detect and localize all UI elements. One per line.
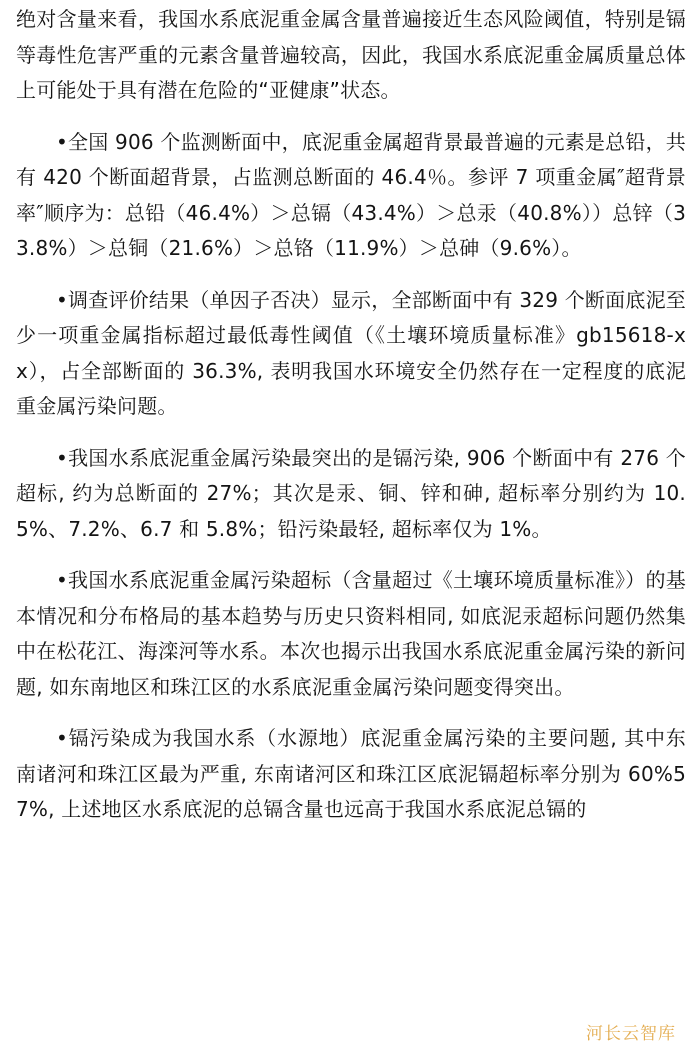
paragraph-intro: 绝对含量来看，我国水系底泥重金属含量普遍接近生态风险阈值，特别是镉等毒性危害严重的元素含量普遍较高，因此，我国水系底泥重金属质量总体上可能处于具有潜在危险的“亚健康”状态。	[16, 7, 686, 102]
watermark-logo: 河长云智库	[584, 1019, 678, 1044]
paragraph-toxicity-threshold: •调查评价结果（单因子否决）显示，全部断面中有 329 个断面底泥至少一项重金属指标超过最低毒性阈值（《土壤环境质量标准》gb15618-xx），占全部断面的 36.3%, 表明我国水环境安全仍然存在一定程度的底泥重金属污染问题。	[16, 287, 686, 418]
paragraph-distribution-pattern: •我国水系底泥重金属污染超标（含量超过《土壤环境质量标准》）的基本情况和分布格局的基本趋势与历史只资料相同, 如底泥汞超标问题仍然集中在松花江、海滦河等水系。本次也揭示出我国水系底泥重金属污染的新问题, 如东南地区和珠江区的水系底泥重金属污染问题变得突出。	[16, 568, 686, 699]
paragraph-lead-exceedance: •全国 906 个监测断面中，底泥重金属超背景最普遍的元素是总铅，共有 420 个断面超背景，占监测总断面的 46.4％。参评 7 项重金属″超背景率″顺序为：总铅（46.4%）＞总镉（43.4%）＞总汞（40.8%））总锌（33.8%）＞总铜（21.6%）＞总铬（11.9%）＞总砷（9.6%）。	[16, 129, 686, 260]
paragraph-cadmium-main-issue: •镉污染成为我国水系（水源地）底泥重金属污染的主要问题, 其中东南诸河和珠江区最为严重, 东南诸河区和珠江区底泥镉超标率分别为 60%57%, 上述地区水系底泥的总镉含量也远高于我国水系底泥总镉的	[16, 726, 686, 821]
paragraph-cadmium-pollution: •我国水系底泥重金属污染最突出的是镉污染, 906 个断面中有 276 个超标, 约为总断面的 27%；其次是汞、铜、锌和砷, 超标率分别约为 10.5%、7.2%、6.7 和 5.8%；铅污染最轻, 超标率仅为 1%。	[16, 445, 686, 541]
